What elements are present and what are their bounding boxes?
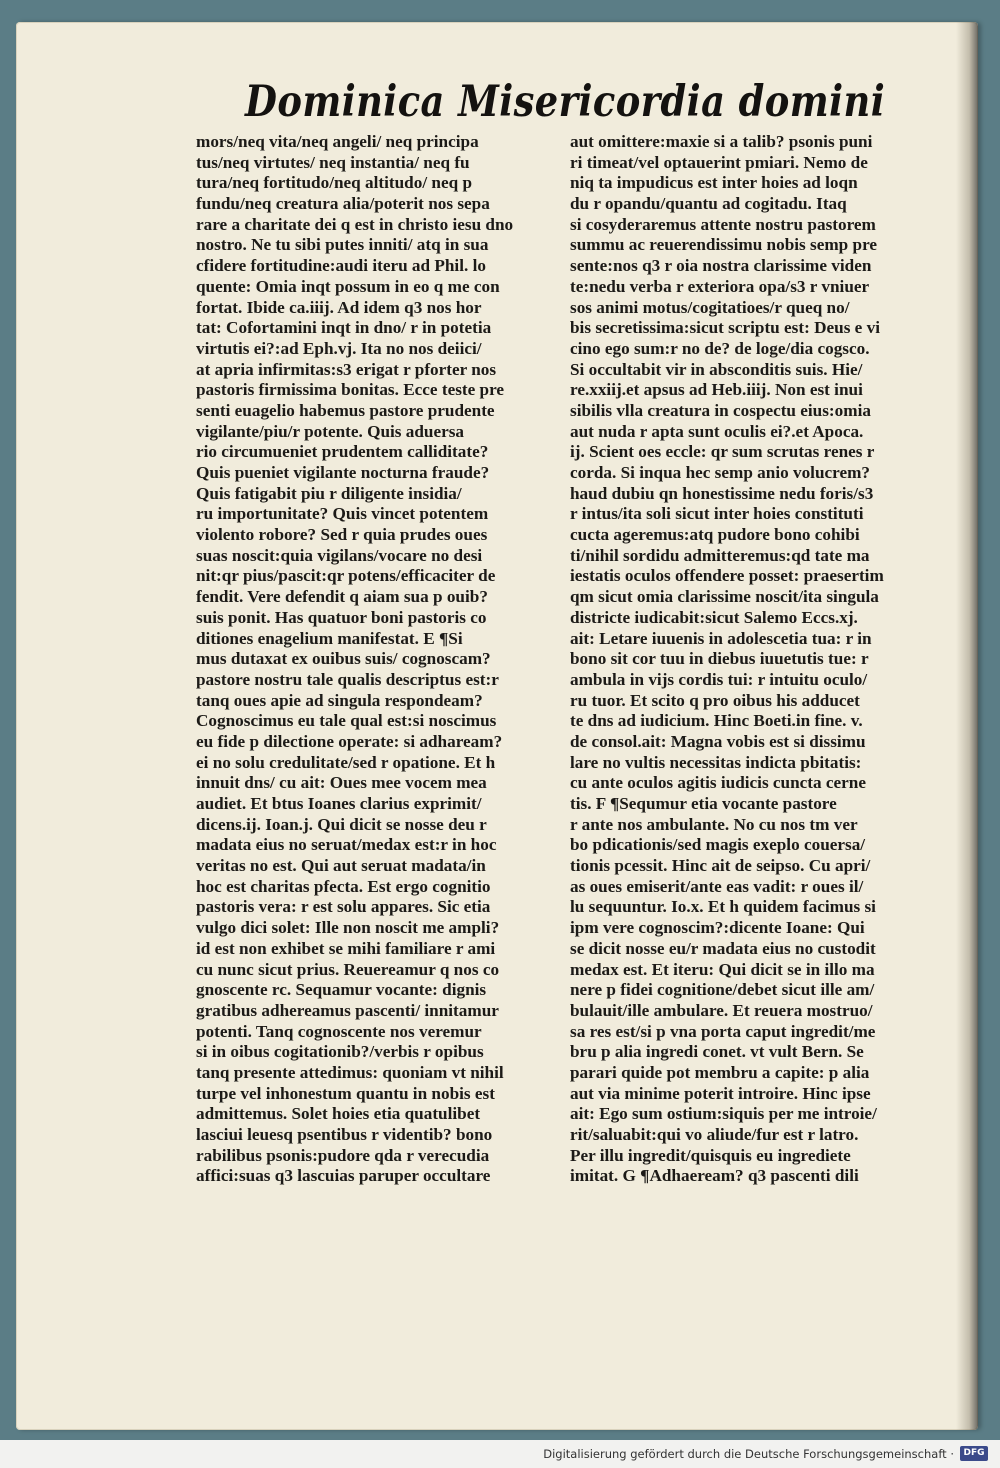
- text-line: ait: Ego sum ostium:siquis per me introie/: [570, 1104, 877, 1124]
- text-line: haud dubiu qn honestissime nedu foris/s3: [570, 483, 874, 503]
- text-line: ru tuor. Et scito q pro oibus his adducet: [570, 690, 860, 710]
- text-line: fundu/neq creatura alia/poterit nos sepa: [196, 194, 490, 214]
- footer-credit: Digitalisierung gefördert durch die Deutsche Forschungsgemeinschaft ·: [543, 1447, 954, 1461]
- text-line: ij. Scient oes eccle: qr sum scrutas renes r: [570, 442, 875, 462]
- text-line: quente: Omia inqt possum in eo q me con: [196, 276, 500, 296]
- text-line: cino ego sum:r no de? de loge/dia cogsco.: [570, 338, 870, 358]
- page-gutter-shadow: [956, 22, 978, 1430]
- text-line: ambula in vijs cordis tui: r intuitu oculo/: [570, 669, 868, 689]
- text-line: cu ante oculos agitis iudicis cuncta cerne: [570, 773, 866, 793]
- text-line: pastore nostru tale qualis descriptus est:r: [196, 669, 499, 689]
- text-line: ri timeat/vel optauerint pmiari. Nemo de: [570, 152, 868, 172]
- text-line: imitat. G ¶Adhaeream? q3 pascenti dili: [570, 1166, 859, 1186]
- text-line: virtutis ei?:ad Eph.vj. Ita no nos deiici/: [196, 338, 482, 358]
- text-line: tanq oues apie ad singula respondeam?: [196, 690, 483, 710]
- digitization-footer: [0, 1440, 1000, 1468]
- text-line: lare no vultis necessitas indicta pbitatis:: [570, 752, 862, 772]
- text-line: tus/neq virtutes/ neq instantia/ neq fu: [196, 152, 470, 172]
- text-line: sibilis vlla creatura in cospectu eius:omia: [570, 400, 871, 420]
- text-line: Si occultabit vir in absconditis suis. Hie/: [570, 359, 863, 379]
- text-line: r intus/ita soli sicut inter hoies constituti: [570, 504, 864, 524]
- text-line: madata eius no seruat/medax est:r in hoc: [196, 835, 497, 855]
- text-line: eu fide p dilectione operate: si adhaream?: [196, 731, 503, 751]
- running-head: Dominica Misericordia domini: [245, 77, 886, 127]
- text-column-left: [196, 132, 578, 1187]
- text-line: vigilante/piu/r potente. Quis aduersa: [196, 421, 465, 441]
- text-line: nostro. Ne tu sibi putes inniti/ atq in sua: [196, 235, 489, 255]
- text-line: suis ponit. Has quatuor boni pastoris co: [196, 607, 487, 627]
- text-line: at apria infirmitas:s3 erigat r pforter nos: [196, 359, 497, 379]
- text-line: nere p fidei cognitione/debet sicut ille am/: [570, 980, 875, 1000]
- text-line: vulgo dici solet: Ille non noscit me ampli?: [196, 918, 500, 938]
- dfg-logo: DFG: [960, 1446, 988, 1461]
- text-line: senti euagelio habemus pastore prudente: [196, 400, 495, 420]
- text-line: Cognoscimus eu tale qual est:si noscimus: [196, 711, 497, 731]
- text-line: te dns ad iudicium. Hinc Boeti.in fine. v.: [570, 711, 863, 731]
- text-line: lasciui leuesq psentibus r videntib? bono: [196, 1125, 493, 1144]
- text-line: summu ac reuerendissimu nobis semp pre: [570, 235, 878, 255]
- text-line: bru p alia ingredi conet. vt vult Bern. Se: [570, 1042, 864, 1062]
- text-line: audiet. Et btus Ioanes clarius exprimit/: [196, 794, 482, 813]
- text-line: du r opandu/quantu ad cogitadu. Itaq: [570, 194, 847, 214]
- text-line: bis secretissima:sicut scriptu est: Deus e vi: [570, 318, 880, 338]
- text-line: bono sit cor tuu in diebus iuuetutis tue: r: [570, 649, 869, 669]
- text-line: aut via minime poterit introire. Hinc ipse: [570, 1083, 871, 1103]
- text-line: potenti. Tanq cognoscente nos veremur: [196, 1021, 482, 1041]
- text-line: ait: Letare iuuenis in adolescetia tua: r in: [570, 628, 872, 648]
- text-line: tionis pcessit. Hinc ait de seipso. Cu apri/: [570, 856, 871, 876]
- text-line: iestatis oculos offendere posset: praesertim: [570, 566, 884, 586]
- text-line: de consol.ait: Magna vobis est si dissimu: [570, 731, 866, 751]
- text-line: fortat. Ibide ca.iiij. Ad idem q3 nos hor: [196, 297, 482, 317]
- text-line: Quis pueniet vigilante nocturna fraude?: [196, 463, 490, 482]
- text-column-right: [570, 132, 955, 1187]
- text-line: rare a charitate dei q est in christo iesu dno: [196, 214, 514, 234]
- text-line: pastoris firmissima bonitas. Ecce teste pre: [196, 380, 505, 400]
- text-line: mors/neq vita/neq angeli/ neq principa: [196, 132, 479, 151]
- text-line: cucta ageremus:atq pudore bono cohibi: [570, 525, 860, 545]
- text-line: si in oibus cogitationib?/verbis r opibus: [196, 1042, 484, 1062]
- text-line: ti/nihil sordidu admitteremus:qd tate ma: [570, 545, 870, 565]
- text-line: ru importunitate? Quis vincet potentem: [196, 504, 489, 524]
- text-line: hoc est charitas pfecta. Est ergo cognitio: [196, 876, 491, 896]
- text-line: tis. F ¶Sequmur etia vocante pastore: [570, 794, 837, 813]
- text-line: suas noscit:quia vigilans/vocare no desi: [196, 545, 483, 565]
- text-line: veritas no est. Qui aut seruat madata/in: [196, 856, 486, 876]
- text-line: violento robore? Sed r quia prudes oues: [196, 525, 488, 545]
- text-line: ipm vere cognoscim?:dicente Ioane: Qui: [570, 918, 865, 938]
- text-line: dicens.ij. Ioan.j. Qui dicit se nosse deu r: [196, 814, 487, 834]
- text-line: id est non exhibet se mihi familiare r ami: [196, 938, 496, 958]
- text-line: sa res est/si p vna porta caput ingredit/me: [570, 1021, 876, 1041]
- text-line: admittemus. Solet hoies etia quatulibet: [196, 1104, 481, 1124]
- text-line: tanq presente attedimus: quoniam vt nihil: [196, 1062, 504, 1082]
- text-line: lu sequuntur. Io.x. Et h quidem facimus si: [570, 897, 876, 917]
- text-line: fendit. Vere defendit q aiam sua p ouib?: [196, 587, 488, 607]
- text-line: corda. Si inqua hec semp anio volucrem?: [570, 463, 871, 482]
- text-line: pastoris vera: r est solu appares. Sic etia: [196, 897, 491, 917]
- text-line: as oues emiserit/ante eas vadit: r oues il/: [570, 876, 864, 896]
- text-line: districte iudicabit:sicut Salemo Eccs.xj.: [570, 607, 858, 627]
- text-line: nit:qr pius/pascit:qr potens/efficaciter de: [196, 566, 496, 586]
- text-line: Quis fatigabit piu r diligente insidia/: [196, 483, 462, 503]
- text-line: gratibus adhereamus pascenti/ innitamur: [196, 1000, 499, 1020]
- text-line: re.xxiij.et apsus ad Heb.iiij. Non est inui: [570, 380, 863, 400]
- text-line: niq ta impudicus est inter hoies ad loqn: [570, 173, 858, 193]
- text-line: aut nuda r apta sunt oculis ei?.et Apoca.: [570, 421, 864, 441]
- text-line: aut omittere:maxie si a talib? psonis puni: [570, 132, 873, 151]
- text-line: parari quide pot membru a capite: p alia: [570, 1062, 870, 1082]
- text-line: medax est. Et iteru: Qui dicit se in illo ma: [570, 959, 875, 979]
- text-line: te:nedu verba r exteriora opa/s3 r vniuer: [570, 276, 870, 296]
- text-line: rio circumueniet prudentem calliditate?: [196, 442, 489, 462]
- text-line: mus dutaxat ex ouibus suis/ cognoscam?: [196, 649, 491, 669]
- text-line: gnoscente rc. Sequamur vocante: dignis: [196, 980, 487, 1000]
- text-line: sos animi motus/cogitatioes/r queq no/: [570, 297, 850, 317]
- text-line: Per illu ingredit/quisquis eu ingrediete: [570, 1145, 851, 1165]
- text-line: rit/saluabit:qui vo aliude/fur est r latro.: [570, 1125, 859, 1144]
- text-line: innuit dns/ cu ait: Oues mee vocem mea: [196, 773, 487, 793]
- text-line: turpe vel inhonestum quantu in nobis est: [196, 1083, 495, 1103]
- text-line: bulauit/ille ambulare. Et reuera mostruo/: [570, 1000, 873, 1020]
- text-line: r ante nos ambulante. No cu nos tm ver: [570, 814, 858, 834]
- text-line: affici:suas q3 lascuias paruper occultare: [196, 1166, 491, 1186]
- text-line: cfidere fortitudine:audi iteru ad Phil. lo: [196, 256, 486, 276]
- text-line: cu nunc sicut prius. Reuereamur q nos co: [196, 959, 500, 979]
- text-line: ditiones enagelium manifestat. E ¶Si: [196, 628, 463, 648]
- text-line: bo pdicationis/sed magis exeplo couersa/: [570, 835, 866, 855]
- text-line: ei no solu credulitate/sed r opatione. Et h: [196, 752, 496, 772]
- text-line: se dicit nosse eu/r madata eius no custodit: [570, 938, 876, 958]
- text-line: tura/neq fortitudo/neq altitudo/ neq p: [196, 173, 472, 193]
- text-line: si cosyderaremus attente nostru pastorem: [570, 214, 876, 234]
- text-line: tat: Cofortamini inqt in dno/ r in potetia: [196, 318, 492, 338]
- text-line: rabilibus psonis:pudore qda r verecudia: [196, 1145, 490, 1165]
- text-line: sente:nos q3 r oia nostra clarissime viden: [570, 256, 872, 276]
- text-line: qm sicut omia clarissime noscit/ita singula: [570, 587, 879, 607]
